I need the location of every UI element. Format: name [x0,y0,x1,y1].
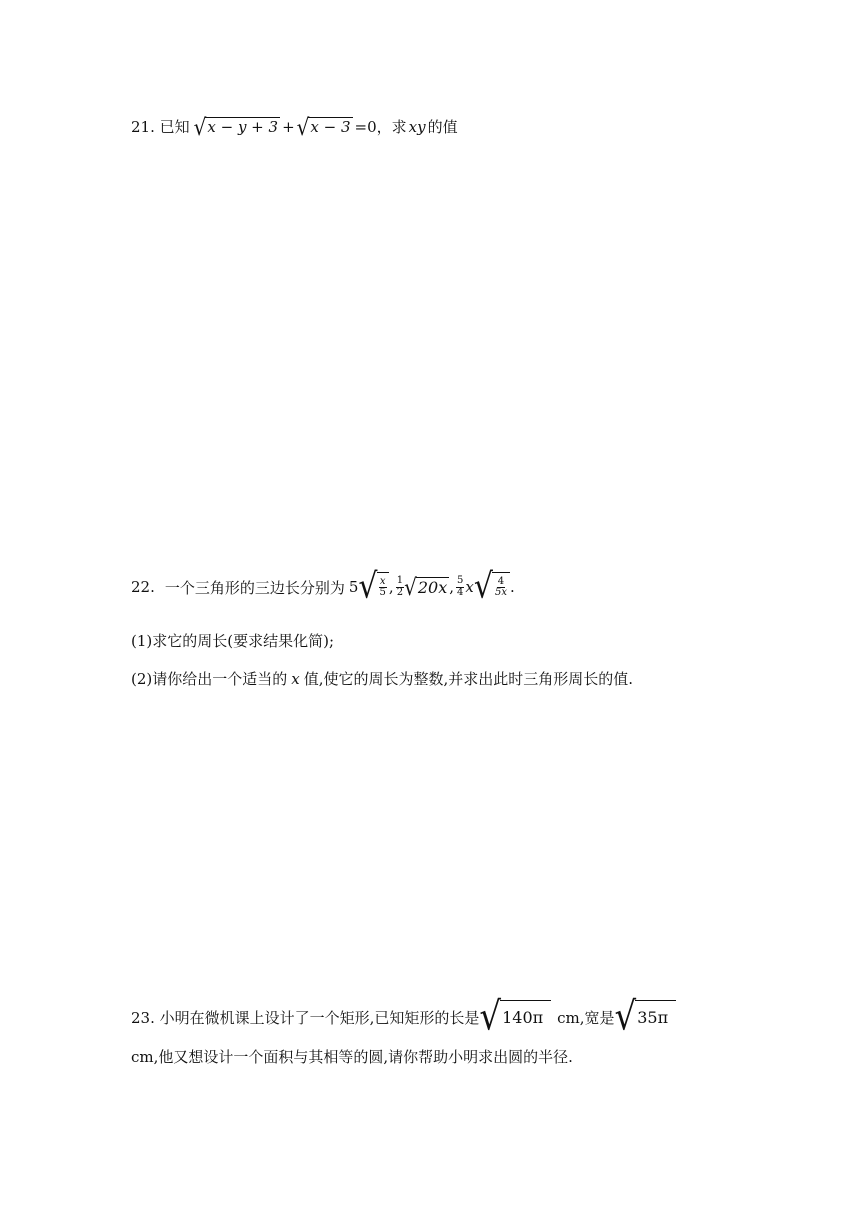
q22-radicand-1 [377,572,389,602]
q22-frac-3-den: 4 [457,586,464,598]
q22-frac-3-num: 5 [457,575,464,586]
q21-plus: + [282,117,295,136]
q23-text-a: 23. 小明在微机课上设计了一个矩形,已知矩形的长是 [131,1008,480,1027]
q22-intro: 一个三角形的三边长分别为 [164,578,345,597]
q22-frac-4-den: 5x [494,587,507,598]
q22-radicand-3 [492,572,510,602]
q22-radical-2 [404,573,449,601]
q21-radicand-1: x − y + 3 [207,118,279,136]
q22-sep-1: , [388,578,394,596]
q23-radicand-width: 35π [635,1000,676,1034]
q23-text-line-2: cm,他又想设计一个面积与其相等的圆,请你帮助小明求出圆的半径. [131,1048,573,1066]
q22-frac-1-den: 5 [379,587,386,598]
q21-var: xy [408,117,426,136]
q22-end: . [509,578,515,596]
sqrt-symbol-icon: √ [358,566,378,607]
q23-radical-width [614,994,677,1040]
question-23 [131,994,676,1040]
sqrt-symbol-icon: √ [404,573,417,601]
q22-frac-2-den: 2 [396,586,404,598]
q22-part-2-text-b: 值,使它的周长为整数,并求出此时三角形周长的值. [303,670,634,688]
q22-frac-3 [456,576,464,598]
q22-part-1-text: (1)求它的周长(要求结果化简); [131,632,335,650]
q23-text-b: cm,宽是 [557,1008,615,1027]
q22-frac-4-num: 4 [497,575,505,587]
sqrt-symbol-icon: √ [193,112,207,141]
q22-frac-1-num: x [379,575,386,587]
q22-frac-2-num: 1 [396,575,404,586]
q22-radical-1 [358,566,389,607]
q22-coef-1: 5 [348,578,359,596]
q21-radical-1 [193,112,280,141]
q22-number: 22. [131,578,155,596]
q21-equals: =0，求 [354,118,407,136]
sqrt-symbol-icon: √ [614,994,637,1040]
q23-line-2 [131,1046,573,1067]
sqrt-symbol-icon: √ [479,994,502,1040]
q22-part-2 [131,668,633,689]
q23-radicand-length: 140π [500,1000,551,1034]
q22-frac-2 [396,576,404,598]
sqrt-symbol-icon: √ [473,566,493,607]
q22-radicand-2: 20x [417,578,448,597]
sqrt-symbol-icon: √ [296,112,310,141]
q22-var-x: x [465,578,474,596]
q22-sep-2: , [449,578,454,596]
q22-frac-1 [379,577,387,599]
q22-radical-3 [473,566,510,607]
q22-frac-4 [494,577,508,599]
q22-part-1 [131,630,334,651]
question-21 [131,112,458,141]
q21-radicand-2: x − 3 [310,118,351,136]
q21-number: 21. 已知 [131,118,190,136]
q22-part-2-text-a: (2)请你给出一个适当的 [131,670,288,688]
q21-tail: 的值 [427,118,458,136]
question-22 [131,566,515,607]
q21-radical-2 [296,112,353,141]
q22-part-2-var: x [291,669,300,688]
q23-radical-length [479,994,551,1040]
